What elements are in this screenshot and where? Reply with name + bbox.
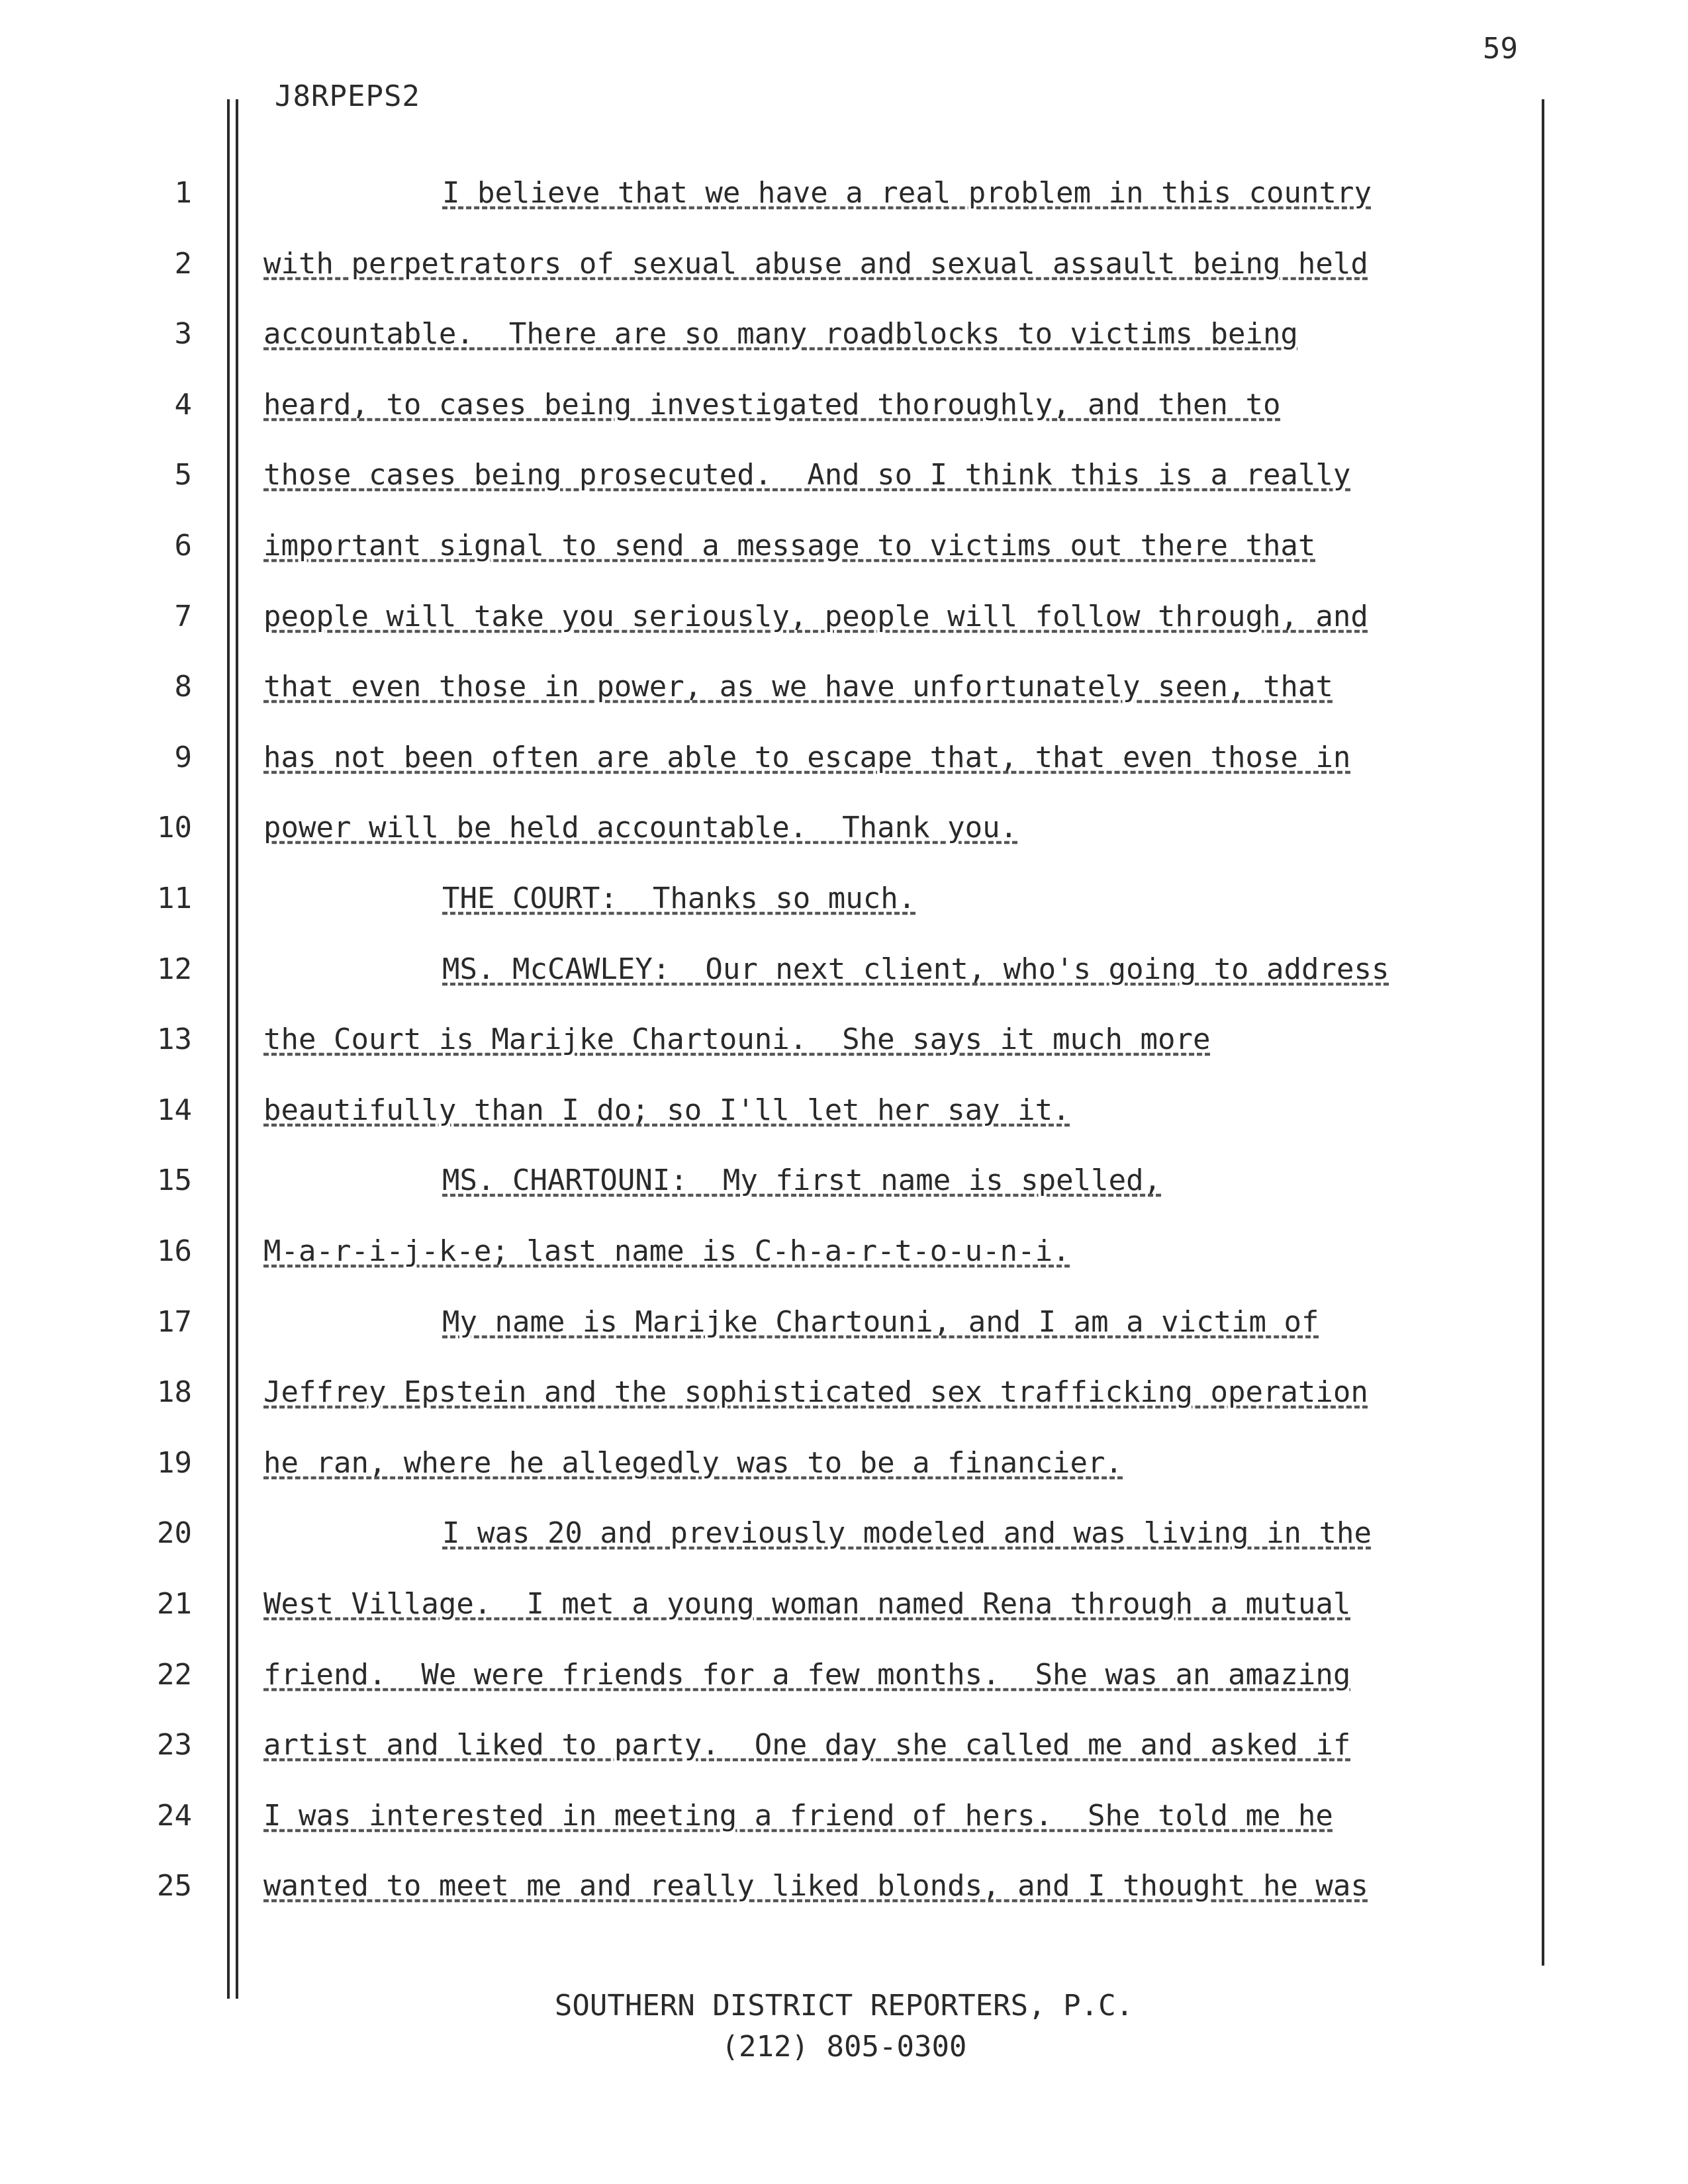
transcript-line bbox=[0, 1584, 1688, 1624]
transcript-line bbox=[0, 1302, 1688, 1342]
case-id: J8RPEPS2 bbox=[275, 79, 420, 113]
page-number: 59 bbox=[1483, 32, 1518, 66]
line-text: people will take you seriously, people will follow through, and bbox=[263, 600, 1368, 633]
transcript-line bbox=[0, 1796, 1688, 1836]
line-text: MS. McCAWLEY: Our next client, who's going to address bbox=[442, 952, 1389, 986]
line-text: with perpetrators of sexual abuse and sexual assault being held bbox=[263, 247, 1368, 281]
transcript-line bbox=[0, 1725, 1688, 1765]
line-text: MS. CHARTOUNI: My first name is spelled, bbox=[442, 1163, 1162, 1197]
line-text: My name is Marijke Chartouni, and I am a victim of bbox=[442, 1305, 1319, 1339]
transcript-line bbox=[0, 1514, 1688, 1553]
transcript-line bbox=[0, 526, 1688, 566]
line-number: 20 bbox=[157, 1516, 192, 1550]
transcript-line bbox=[0, 597, 1688, 637]
line-text: West Village. I met a young woman named Rena through a mutual bbox=[263, 1587, 1351, 1621]
line-number: 1 bbox=[174, 176, 192, 210]
transcript-line bbox=[0, 1161, 1688, 1201]
line-number: 16 bbox=[157, 1234, 192, 1268]
transcript-line bbox=[0, 244, 1688, 284]
transcript-line bbox=[0, 314, 1688, 354]
line-text: wanted to meet me and really liked blonds, and I thought he was bbox=[263, 1869, 1368, 1903]
footer-reporter-name: SOUTHERN DISTRICT REPORTERS, P.C. bbox=[554, 1989, 1134, 2023]
line-text: THE COURT: Thanks so much. bbox=[442, 882, 916, 915]
line-number: 10 bbox=[157, 811, 192, 844]
line-number: 13 bbox=[157, 1023, 192, 1056]
line-number: 8 bbox=[174, 670, 192, 704]
transcript-line bbox=[0, 667, 1688, 707]
footer-phone: (212) 805-0300 bbox=[721, 2030, 967, 2064]
transcript-line bbox=[0, 1020, 1688, 1060]
line-text: heard, to cases being investigated thoroughly, and then to bbox=[263, 388, 1281, 422]
line-text: power will be held accountable. Thank you. bbox=[263, 811, 1018, 844]
line-number: 15 bbox=[157, 1163, 192, 1197]
line-number: 7 bbox=[174, 600, 192, 633]
line-text: beautifully than I do; so I'll let her say it. bbox=[263, 1093, 1070, 1127]
line-number: 12 bbox=[157, 952, 192, 986]
line-number: 17 bbox=[157, 1305, 192, 1339]
line-text: those cases being prosecuted. And so I think this is a really bbox=[263, 458, 1351, 492]
transcript-line bbox=[0, 1232, 1688, 1271]
line-number: 3 bbox=[174, 317, 192, 351]
transcript-line bbox=[0, 1373, 1688, 1412]
transcript-line bbox=[0, 1655, 1688, 1695]
line-number: 25 bbox=[157, 1869, 192, 1903]
line-text: I believe that we have a real problem in this country bbox=[442, 176, 1372, 210]
transcript-line bbox=[0, 455, 1688, 495]
line-number: 9 bbox=[174, 741, 192, 774]
line-text: friend. We were friends for a few months. She was an amazing bbox=[263, 1658, 1351, 1692]
line-text: has not been often are able to escape that, that even those in bbox=[263, 741, 1351, 774]
line-number: 14 bbox=[157, 1093, 192, 1127]
line-text: M-a-r-i-j-k-e; last name is C-h-a-r-t-o-u-n-i. bbox=[263, 1234, 1070, 1268]
line-number: 4 bbox=[174, 388, 192, 422]
line-text: Jeffrey Epstein and the sophisticated sex trafficking operation bbox=[263, 1375, 1368, 1409]
line-number: 6 bbox=[174, 529, 192, 563]
line-text: that even those in power, as we have unfortunately seen, that bbox=[263, 670, 1333, 704]
transcript-line bbox=[0, 1443, 1688, 1483]
transcript-line bbox=[0, 385, 1688, 425]
line-text: accountable. There are so many roadblocks to victims being bbox=[263, 317, 1298, 351]
transcript-line bbox=[0, 738, 1688, 778]
line-text: I was 20 and previously modeled and was living in the bbox=[442, 1516, 1372, 1550]
line-number: 21 bbox=[157, 1587, 192, 1621]
line-number: 19 bbox=[157, 1446, 192, 1480]
line-text: important signal to send a message to victims out there that bbox=[263, 529, 1316, 563]
line-number: 11 bbox=[157, 882, 192, 915]
line-text: I was interested in meeting a friend of hers. She told me he bbox=[263, 1799, 1333, 1833]
line-number: 24 bbox=[157, 1799, 192, 1833]
line-number: 23 bbox=[157, 1728, 192, 1762]
line-number: 5 bbox=[174, 458, 192, 492]
line-text: the Court is Marijke Chartouni. She says it much more bbox=[263, 1023, 1211, 1056]
line-number: 18 bbox=[157, 1375, 192, 1409]
transcript-line bbox=[0, 1866, 1688, 1906]
transcript-line bbox=[0, 1091, 1688, 1130]
line-number: 2 bbox=[174, 247, 192, 281]
line-number: 22 bbox=[157, 1658, 192, 1692]
line-text: artist and liked to party. One day she called me and asked if bbox=[263, 1728, 1351, 1762]
transcript-line bbox=[0, 173, 1688, 213]
transcript-line bbox=[0, 808, 1688, 848]
transcript-line bbox=[0, 879, 1688, 919]
transcript-line bbox=[0, 950, 1688, 989]
line-text: he ran, where he allegedly was to be a financier. bbox=[263, 1446, 1123, 1480]
